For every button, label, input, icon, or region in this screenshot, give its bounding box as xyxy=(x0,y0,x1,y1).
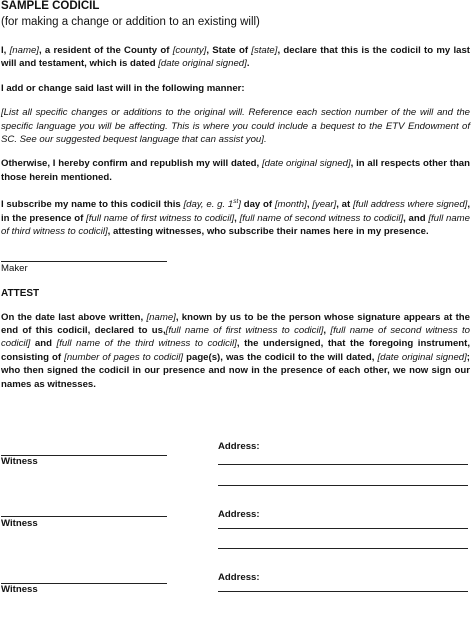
address-line[interactable] xyxy=(218,485,468,486)
subscription-paragraph: I subscribe my name to this codicil this [day, e. g. 1st] day of [month], [year], at [full address where signed], in the presence of [full name of first witness to codicil], [full name of second witness to codicil], and [full name of third witness to codicil], attesting witnesses, who subscribe their names here in my presence. xyxy=(1,198,471,238)
attestation-paragraph: On the date last above written, [name], known by us to be the person whose signature appears at the end of this codicil, declared to us,[full name of first witness to codicil], [full name of second witness to codicil] and [full name of the third witness to codicil], the undersigned, that the foregoing instrument, consisting of [number of pages to codicil] page(s), was the codicil to the will dated, [date original signed]; who then signed the codicil in our presence and now in the presence of each other, we now sign our names as witnesses. xyxy=(1,311,471,390)
address-line[interactable] xyxy=(218,464,468,465)
declaration-paragraph: I, [name], a resident of the County of [county], State of [state], declare that this is the codicil to my last will and testament, which is dated [date original signed]. xyxy=(1,45,470,70)
address-label: Address: xyxy=(218,572,260,583)
witness-label: Witness xyxy=(1,518,38,529)
maker-label: Maker xyxy=(1,262,28,274)
confirmation-paragraph: Otherwise, I hereby confirm and republish my will dated, [date original signed], in all respects other than those herein mentioned. xyxy=(1,158,470,183)
changes-instructions-paragraph: [List all specific changes or additions to the original will. Reference each section number of the will and the specific language you will be affecting. This is where you could include a bequest to the ETV Endowment of SC. See our suggested bequest language that can assist you]. xyxy=(1,107,470,146)
document-title: SAMPLE CODICIL xyxy=(1,0,100,12)
address-label: Address: xyxy=(218,441,260,452)
document-subtitle: (for making a change or addition to an existing will) xyxy=(1,16,260,28)
witness-block-1 xyxy=(0,436,474,504)
address-label: Address: xyxy=(218,509,260,520)
address-line[interactable] xyxy=(218,591,468,592)
witness-label: Witness xyxy=(1,584,38,595)
attest-heading: ATTEST xyxy=(1,287,40,299)
address-line[interactable] xyxy=(218,528,468,529)
witness-block-3 xyxy=(0,569,474,637)
address-line[interactable] xyxy=(218,548,468,549)
change-intro-paragraph: I add or change said last will in the following manner: xyxy=(1,82,245,94)
maker-signature-line[interactable] xyxy=(1,261,167,262)
witness-section xyxy=(0,436,474,608)
witness-signature-line[interactable] xyxy=(1,516,167,517)
witness-block-2 xyxy=(0,504,474,572)
witness-label: Witness xyxy=(1,456,38,467)
